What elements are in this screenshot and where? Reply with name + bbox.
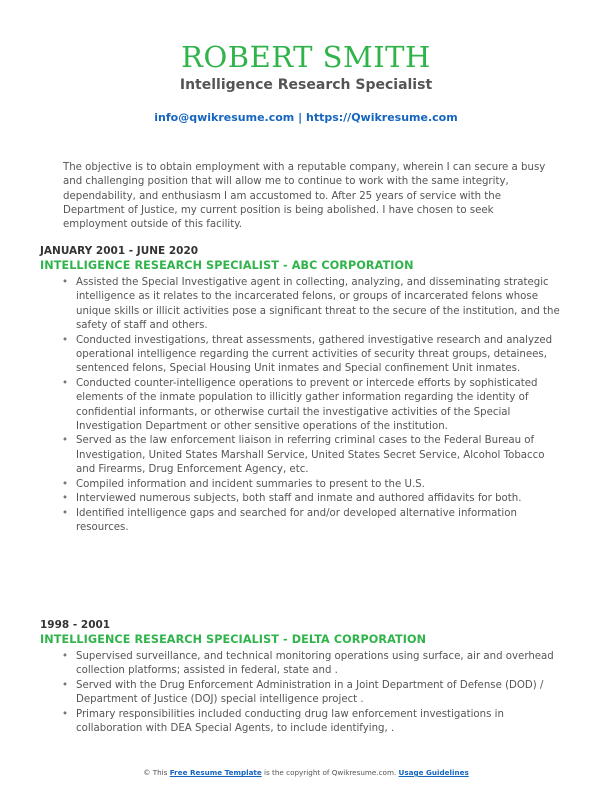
footer-prefix: © This — [143, 768, 168, 777]
job-title: INTELLIGENCE RESEARCH SPECIALIST - ABC CORPORATION — [40, 259, 414, 272]
list-item: • Conducted counter-intelligence operations to prevent or intercede efforts by sophisticated elements of the inmate population to illicitly gather information regarding the identity of confidential informants, or otherwise curtail the investigative activities of the Special Investigation Department or other sensitive operations of the institution. — [76, 377, 560, 435]
candidate-name: ROBERT SMITH — [181, 40, 431, 74]
candidate-title: Intelligence Research Specialist — [179, 77, 433, 93]
email-link[interactable]: info@qwikresume.com — [154, 111, 295, 124]
job-entry-2 — [40, 618, 560, 736]
list-item: • Served with the Drug Enforcement Administration in a Joint Department of Defense (DOD) / Department of Justice (DOJ) special intelligence project . — [76, 679, 560, 708]
list-item: • Identified intelligence gaps and searched for and/or developed alternative information resources. — [76, 507, 560, 536]
job-date: JANUARY 2001 - JUNE 2020 — [40, 245, 199, 257]
objective-text: The objective is to obtain employment with a reputable company, wherein I can secure a busy and challenging position that will allow me to continue to work with the same integrity, dependability, and enthusiasm I am accustomed to. After 25 years of service with the Department of Justice, my current position is being abolished. I have chosen to seek employment outside of this facility. — [63, 162, 546, 231]
job-bullets — [40, 276, 560, 535]
contact-line — [0, 111, 612, 124]
job-bullets — [40, 650, 560, 736]
job-entry-1 — [40, 244, 560, 535]
website-link[interactable]: https://Qwikresume.com — [305, 111, 458, 124]
list-item: • Conducted investigations, threat assessments, gathered investigative research and analyzed operational intelligence regarding the current activities of security threat groups, detainees, sentenced felons, Special Housing Unit inmates and Special confinement Unit inmates. — [76, 334, 560, 377]
usage-guidelines-link[interactable]: Usage Guidelines — [398, 768, 469, 777]
job-date: 1998 - 2001 — [40, 619, 111, 631]
footer-copyright: is the copyright of Qwikresume.com. — [264, 768, 397, 777]
list-item: • Supervised surveillance, and technical monitoring operations using surface, air and overhead collection platforms; assisted in federal, state and . — [76, 650, 560, 679]
list-item: • Interviewed numerous subjects, both staff and inmate and authored affidavits for both. — [76, 492, 560, 506]
footer — [0, 768, 612, 777]
free-resume-template-link[interactable]: Free Resume Template — [169, 768, 262, 777]
list-item: • Compiled information and incident summaries to present to the U.S. — [76, 478, 560, 492]
job-title: INTELLIGENCE RESEARCH SPECIALIST - DELTA CORPORATION — [40, 633, 427, 646]
list-item: • Served as the law enforcement liaison in referring criminal cases to the Federal Bureau of Investigation, United States Marshall Service, United States Secret Service, Alcohol Tobacco and Firearms, Drug Enforcement Agency, etc. — [76, 434, 560, 477]
contact-separator: | — [298, 111, 303, 124]
list-item: • Assisted the Special Investigative agent in collecting, analyzing, and disseminating strategic intelligence as it relates to the incarcerated felons, or groups of incarcerated felons whose unique skills or illicit activities pose a significant threat to the secure of the institution, and the safety of staff and others. — [76, 276, 560, 334]
list-item: • Primary responsibilities included conducting drug law enforcement investigations in collaboration with DEA Special Agents, to include identifying, . — [76, 708, 560, 737]
